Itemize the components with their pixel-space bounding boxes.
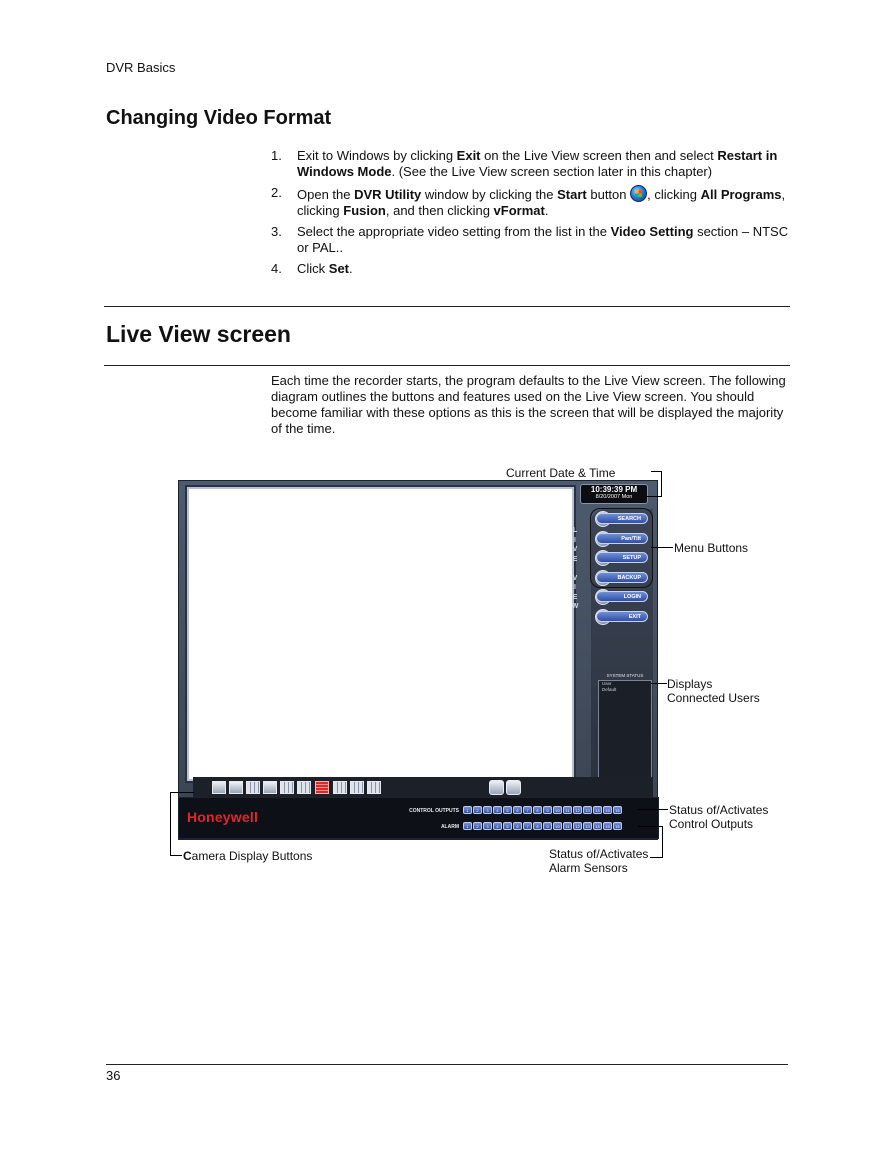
sequence-icon[interactable] — [489, 780, 504, 795]
alarm-button[interactable]: 16 — [613, 822, 622, 830]
video-display-area — [187, 487, 574, 781]
system-status-title: SYSTEM STATUS — [606, 673, 644, 678]
quad-view-button[interactable] — [246, 781, 260, 794]
live-view-vertical-label: L I V E V I E W — [571, 527, 579, 610]
leader-line — [650, 857, 663, 858]
callout-users: Displays Connected Users — [667, 677, 760, 705]
alarm-button[interactable]: 5 — [503, 822, 512, 830]
leader-line — [170, 855, 182, 856]
footer-rule — [106, 1064, 788, 1065]
intro-paragraph: Each time the recorder starts, the program defaults to the Live View screen. The following diagram outlines the buttons and features used on the Live View screen. You should become familiar with these options as this is the screen that will be displayed the majority of the time. — [271, 373, 786, 436]
section-title-live-view: Live View screen — [106, 321, 291, 347]
callout-control-outputs: Status of/Activates Control Outputs — [669, 803, 769, 831]
status-line: Default — [602, 687, 617, 692]
control-output-button[interactable]: 3 — [483, 806, 492, 814]
control-outputs-row — [463, 806, 622, 814]
camera-display-bar — [193, 777, 653, 797]
control-output-button[interactable]: 8 — [533, 806, 542, 814]
alarm-button[interactable]: 14 — [593, 822, 602, 830]
control-output-button[interactable]: 10 — [553, 806, 562, 814]
steps-list — [271, 148, 791, 282]
alarm-button[interactable]: 4 — [493, 822, 502, 830]
leader-line — [662, 826, 663, 858]
control-output-button[interactable]: 12 — [573, 806, 582, 814]
alarm-label: ALARM — [440, 824, 459, 830]
alarm-button[interactable]: 15 — [603, 822, 612, 830]
login-button[interactable]: LOGIN — [596, 591, 648, 602]
alarm-button[interactable]: 10 — [553, 822, 562, 830]
control-output-button[interactable]: 15 — [603, 806, 612, 814]
single-view-button[interactable] — [229, 781, 243, 794]
control-output-button[interactable]: 16 — [613, 806, 622, 814]
control-output-button[interactable]: 7 — [523, 806, 532, 814]
alarm-button[interactable]: 13 — [583, 822, 592, 830]
leader-line — [170, 792, 171, 855]
running-header: DVR Basics — [106, 60, 176, 75]
alarm-button[interactable]: 6 — [513, 822, 522, 830]
divider-top — [104, 306, 790, 307]
control-output-button[interactable]: 2 — [473, 806, 482, 814]
alarm-button[interactable]: 12 — [573, 822, 582, 830]
fullscreen-icon[interactable] — [506, 780, 521, 795]
honeywell-logo: Honeywell — [187, 809, 259, 825]
alarm-button[interactable]: 8 — [533, 822, 542, 830]
leader-line — [647, 496, 662, 497]
alarm-button[interactable]: 9 — [543, 822, 552, 830]
alarm-button[interactable]: 7 — [523, 822, 532, 830]
alarm-button[interactable]: 3 — [483, 822, 492, 830]
alarm-row — [463, 822, 622, 830]
control-output-button[interactable]: 1 — [463, 806, 472, 814]
control-outputs-label: CONTROL OUTPUTS — [409, 808, 459, 814]
exit-button[interactable]: EXIT — [596, 611, 648, 622]
control-output-button[interactable]: 11 — [563, 806, 572, 814]
callout-menu-buttons: Menu Buttons — [674, 541, 749, 555]
leader-line — [651, 683, 667, 684]
windows-start-icon — [630, 185, 647, 202]
step-2: 2. Open the DVR Utility window by clicking the Start button , clicking All Programs, clicking Fusion, and then clicking vFormat. — [271, 185, 786, 218]
sixteen-view-button[interactable] — [315, 781, 329, 794]
leader-line — [638, 809, 668, 810]
multi-view-button[interactable] — [297, 781, 311, 794]
section-title-video-format: Changing Video Format — [106, 107, 332, 129]
control-output-button[interactable]: 13 — [583, 806, 592, 814]
control-output-button[interactable]: 4 — [493, 806, 502, 814]
divider-bottom — [104, 365, 790, 366]
callout-camera-buttons: Camera Display Buttons — [183, 849, 313, 863]
single-view-button[interactable] — [212, 781, 226, 794]
status-line: User — [602, 681, 612, 686]
setup-button[interactable]: SETUP — [596, 552, 648, 563]
leader-line — [651, 547, 673, 548]
callout-date-time: Current Date & Time — [506, 466, 616, 480]
step-1: 1. Exit to Windows by clicking Exit on the Live View screen then and select Restart in Windows Mode. (See the Live View screen section later in this chapter) — [271, 148, 778, 179]
control-output-button[interactable]: 9 — [543, 806, 552, 814]
callout-alarm-sensors: Status of/Activates Alarm Sensors — [549, 847, 649, 875]
alarm-button[interactable]: 1 — [463, 822, 472, 830]
multi-view-button[interactable] — [367, 781, 381, 794]
control-output-button[interactable]: 6 — [513, 806, 522, 814]
leader-line — [661, 471, 662, 497]
leader-line — [638, 826, 663, 827]
leader-line — [170, 792, 194, 793]
multi-view-button[interactable] — [280, 781, 294, 794]
control-output-button[interactable]: 14 — [593, 806, 602, 814]
multi-view-button[interactable] — [263, 781, 277, 794]
multi-view-button[interactable] — [333, 781, 347, 794]
step-3: 3. Select the appropriate video setting from the list in the Video Setting section – NTSC or PAL.. — [271, 224, 789, 255]
backup-button[interactable]: BACKUP — [596, 572, 648, 583]
step-4: 4. Click Set. — [271, 261, 353, 276]
multi-view-button[interactable] — [350, 781, 364, 794]
search-button[interactable]: SEARCH — [596, 513, 648, 524]
page-number: 36 — [106, 1068, 121, 1083]
control-output-button[interactable]: 5 — [503, 806, 512, 814]
alarm-button[interactable]: 2 — [473, 822, 482, 830]
alarm-button[interactable]: 11 — [563, 822, 572, 830]
pan-tilt-button[interactable]: Pan/Tilt — [596, 533, 648, 544]
system-status-box — [598, 680, 652, 782]
date-time-display: 10:39:39 PM 8/20/2007 Mon — [580, 484, 648, 504]
